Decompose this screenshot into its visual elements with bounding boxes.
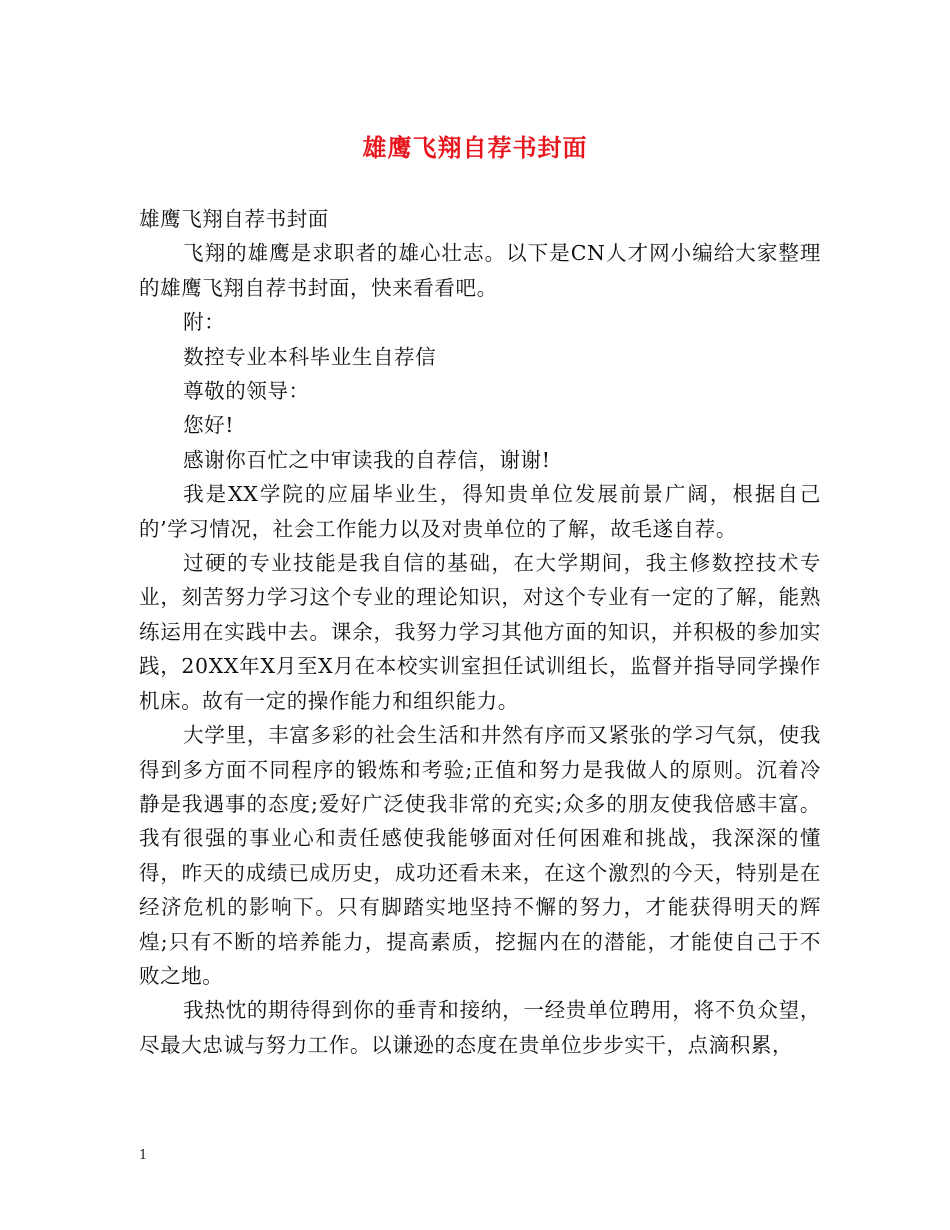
paragraph-heading: 雄鹰飞翔自荐书封面 <box>139 207 329 231</box>
paragraph-professional-skills: 过硬的专业技能是我自信的基础，在大学期间，我主修数控技术专业，刻苦努力学习这个专业的理论知识，对这个专业有一定的了解，能熟练运用在实践中去。课余，我努力学习其他方面的知识，并积极的参加实践，20XX年X月至X月在本校实训室担任试训组长，监督并指导同学操作机床。故有一定的操作能力和组织能力。 <box>139 551 821 713</box>
paragraph-intro: 飞翔的雄鹰是求职者的雄心壮志。以下是CN人才网小编给大家整理的雄鹰飞翔自荐书封面，快来看看吧。 <box>139 241 821 300</box>
paragraph-university-life: 大学里，丰富多彩的社会生活和井然有序而又紧张的学习气氛，使我得到多方面不同程序的锻炼和考验;正值和努力是我做人的原则。沉着冷静是我遇事的态度;爱好广泛使我非常的充实;众多的朋友使我倍感丰富。我有很强的事业心和责任感使我能够面对任何困难和挑战，我深深的懂得，昨天的成绩已成历史，成功还看未来，在这个激烈的今天，特别是在经济危机的影响下。只有脚踏实地坚持不懈的努力，才能获得明天的辉煌;只有不断的培养能力，提高素质，挖掘内在的潜能，才能使自己于不败之地。 <box>139 723 821 988</box>
paragraph-closing: 我热忱的期待得到你的垂青和接纳，一经贵单位聘用，将不负众望，尽最大忠诚与努力工作。以谦逊的态度在贵单位步步实干，点滴积累， <box>139 998 821 1057</box>
paragraph-greeting: 您好! <box>183 413 235 438</box>
paragraph-appendix-label: 附： <box>183 310 226 335</box>
paragraph-letter-title: 数控专业本科毕业生自荐信 <box>183 344 437 369</box>
page-number: 1 <box>139 1148 148 1163</box>
paragraph-self-introduction: 我是XX学院的应届毕业生，得知贵单位发展前景广阔，根据自己的’学习情况，社会工作能力以及对贵单位的了解，故毛遂自荐。 <box>139 482 821 541</box>
document-title: 雄鹰飞翔自荐书封面 <box>362 133 588 162</box>
document-body <box>139 202 821 1062</box>
paragraph-salutation: 尊敬的领导： <box>183 379 310 404</box>
paragraph-thanks: 感谢你百忙之中审读我的自荐信，谢谢! <box>183 447 551 472</box>
